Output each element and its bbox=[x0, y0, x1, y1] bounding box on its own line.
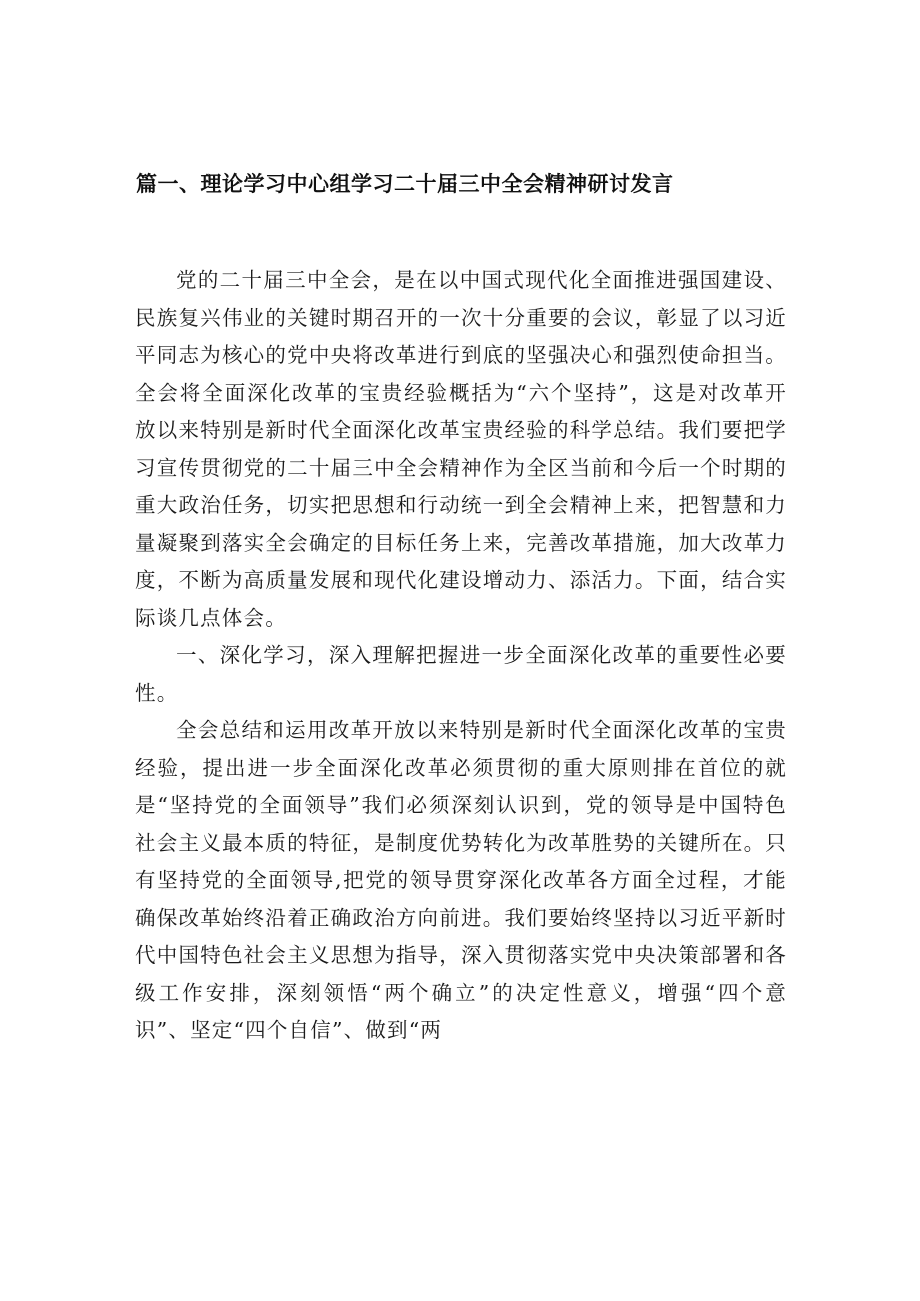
section-heading-paragraph: 一、深化学习，深入理解把握进一步全面深化改革的重要性必要性。 bbox=[135, 643, 787, 705]
document-title: 篇一、理论学习中心组学习二十届三中全会精神研讨发言 bbox=[136, 172, 674, 196]
intro-paragraph: 党的二十届三中全会，是在以中国式现代化全面推进强国建设、民族复兴伟业的关键时期召开的一次十分重要的会议，彰显了以习近平同志为核心的党中央将改革进行到底的坚强决心和强烈使命担当。全会将全面深化改革的宝贵经验概括为“六个坚持”，这是对改革开放以来特别是新时代全面深化改革宝贵经验的科学总结。我们要把学习宣传贯彻党的二十届三中全会精神作为全区当前和今后一个时期的重大政治任务，切实把思想和行动统一到全会精神上来，把智慧和力量凝聚到落实全会确定的目标任务上来，完善改革措施，加大改革力度，不断为高质量发展和现代化建设增动力、添活力。下面，结合实际谈几点体会。 bbox=[135, 268, 787, 630]
document-body bbox=[135, 262, 787, 1050]
section-body-paragraph: 全会总结和运用改革开放以来特别是新时代全面深化改革的宝贵经验，提出进一步全面深化改革必须贯彻的重大原则排在首位的就是“坚持党的全面领导”我们必须深刻认识到，党的领导是中国特色社会主义最本质的特征，是制度优势转化为改革胜势的关键所在。只有坚持党的全面领导,把党的领导贯穿深化改革各方面全过程，才能确保改革始终沿着正确政治方向前进。我们要始终坚持以习近平新时代中国特色社会主义思想为指导，深入贯彻落实党中央决策部署和各级工作安排，深刻领悟“两个确立”的决定性意义，增强“四个意识”、坚定“四个自信”、做到“两 bbox=[135, 718, 787, 1042]
